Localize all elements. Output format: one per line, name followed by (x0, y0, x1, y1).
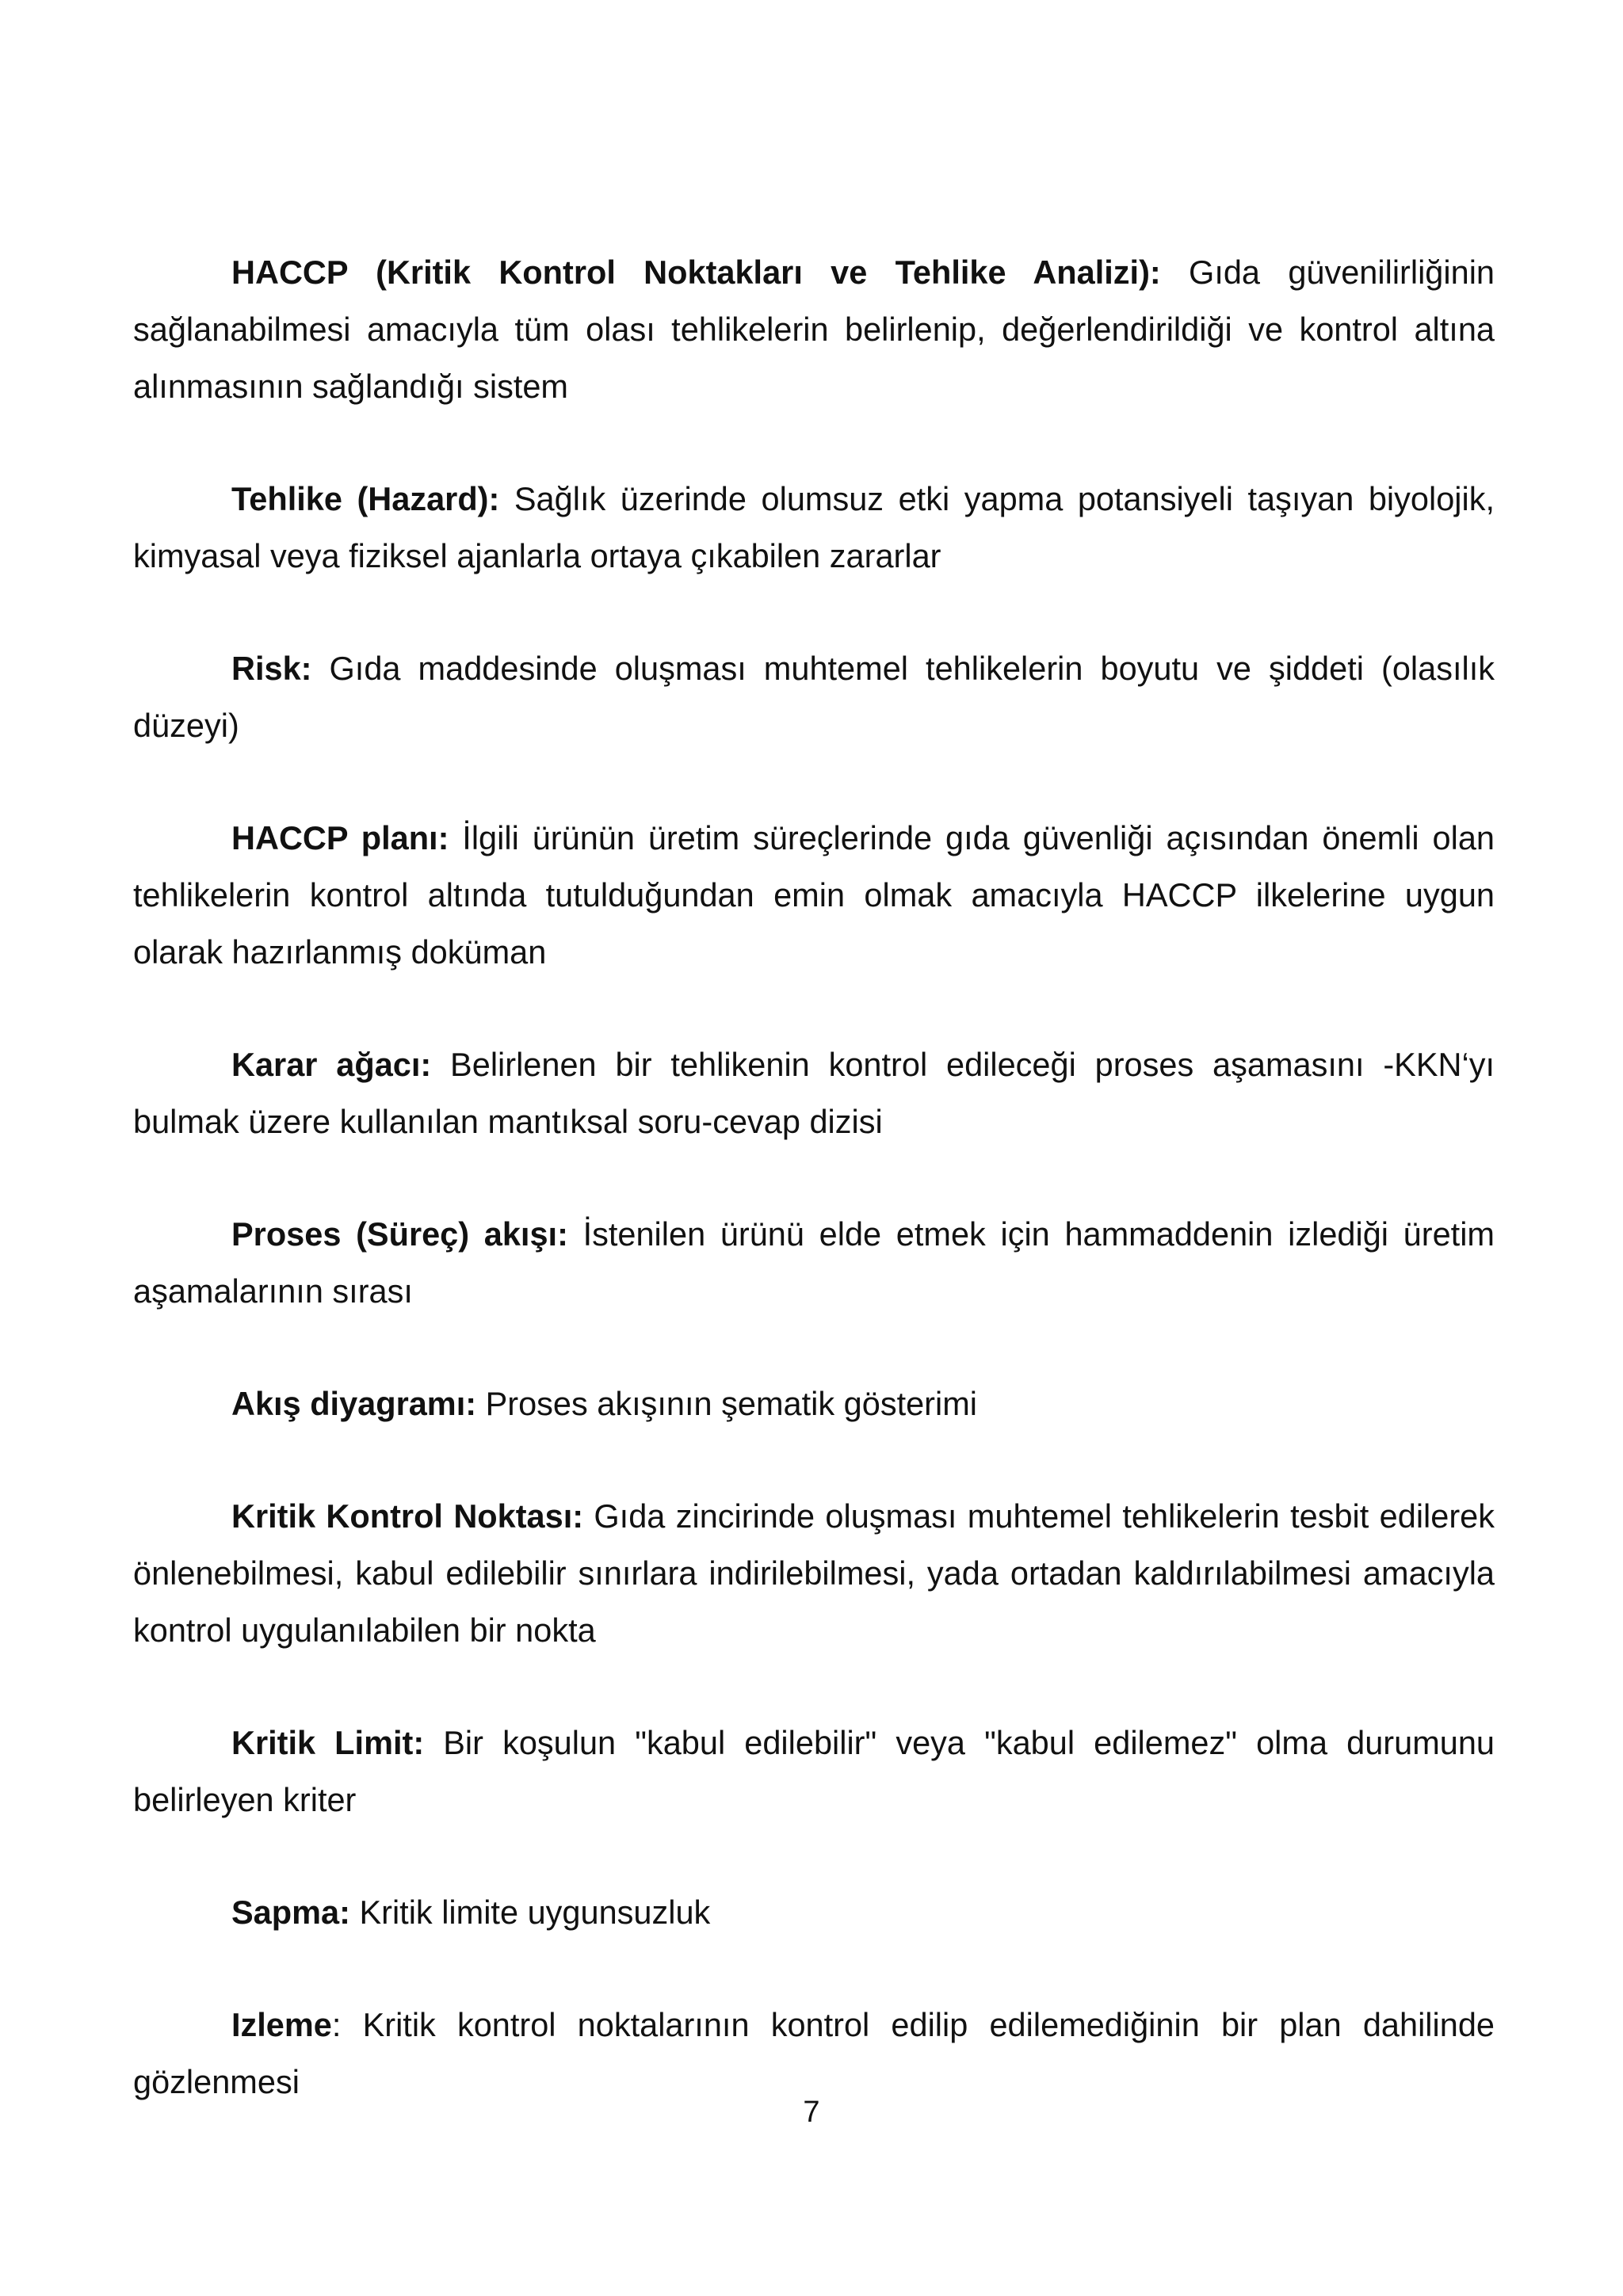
page-number: 7 (803, 2096, 820, 2129)
definition-text-karar-agaci: Belirlenen bir tehlikenin kontrol edileceği proses aşamasını -KKN‘yı bulmak üzere kullanılan mantıksal soru-cevap dizisi (133, 1046, 1495, 1140)
definition-text-kritik-limit: Bir koşulun "kabul edilebilir" veya "kabul edilemez" olma durumunu belirleyen kriter (133, 1724, 1495, 1818)
definition-tehlike (133, 471, 1495, 585)
definition-text-kritik-kontrol-noktasi: Gıda zincirinde oluşması muhtemel tehlikelerin tesbit edilerek önlenebilmesi, kabul edilebilir sınırlara indirilebilmesi, yada ortadan kaldırılabilmesi amacıyla kontrol uygulanılabilen bir nokta (133, 1497, 1495, 1649)
definition-text-izleme: : Kritik kontrol noktalarının kontrol edilip edilemediğinin bir plan dahilinde gözlenmesi (133, 2006, 1495, 2100)
definition-text-risk: Gıda maddesinde oluşması muhtemel tehlikelerin boyutu ve şiddeti (olasılık düzeyi) (133, 650, 1495, 744)
definition-akis-diyagrami (133, 1375, 1495, 1432)
term-haccp: HACCP (Kritik Kontrol Noktakları ve Tehlike Analizi): (231, 254, 1161, 291)
term-tehlike: Tehlike (Hazard): (231, 480, 500, 517)
definition-text-haccp-plani: İlgili ürünün üretim süreçlerinde gıda güvenliği açısından önemli olan tehlikelerin kontrol altında tutulduğundan emin olmak amacıyla HACCP ilkelerine uygun olarak hazırlanmış doküman (133, 819, 1495, 971)
definition-text-sapma: Kritik limite uygunsuzluk (349, 1894, 711, 1931)
definition-text-haccp: Gıda güvenilirliğinin sağlanabilmesi amacıyla tüm olası tehlikelerin belirlenip, değerlendirildiği ve kontrol altına alınmasının sağlandığı sistem (133, 254, 1495, 405)
definition-karar-agaci (133, 1036, 1495, 1150)
term-risk: Risk: (231, 650, 312, 687)
term-kritik-limit: Kritik Limit: (231, 1724, 425, 1761)
definition-kritik-kontrol-noktasi (133, 1488, 1495, 1659)
term-haccp-plani: HACCP planı: (231, 819, 449, 856)
definition-haccp (133, 244, 1495, 415)
definitions-list (133, 244, 1495, 2166)
definition-text-proses-akisi: İstenilen ürünü elde etmek için hammaddenin izlediği üretim aşamalarının sırası (133, 1215, 1495, 1310)
definition-sapma (133, 1884, 1495, 1941)
term-proses-akisi: Proses (Süreç) akışı: (231, 1215, 568, 1253)
definition-haccp-plani (133, 810, 1495, 981)
term-sapma: Sapma: (231, 1894, 350, 1931)
term-akis-diyagrami: Akış diyagramı: (231, 1385, 477, 1422)
definition-text-akis-diyagrami: Proses akışının şematik gösterimi (476, 1385, 978, 1422)
definition-proses-akisi (133, 1206, 1495, 1320)
term-izleme: Izleme (231, 2006, 332, 2043)
term-kritik-kontrol-noktasi: Kritik Kontrol Noktası: (231, 1497, 584, 1535)
definition-risk (133, 640, 1495, 754)
term-karar-agaci: Karar ağacı: (231, 1046, 432, 1083)
definition-kritik-limit (133, 1714, 1495, 1829)
definition-text-tehlike: Sağlık üzerinde olumsuz etki yapma potansiyeli taşıyan biyolojik, kimyasal veya fiziksel ajanlarla ortaya çıkabilen zararlar (133, 480, 1495, 574)
